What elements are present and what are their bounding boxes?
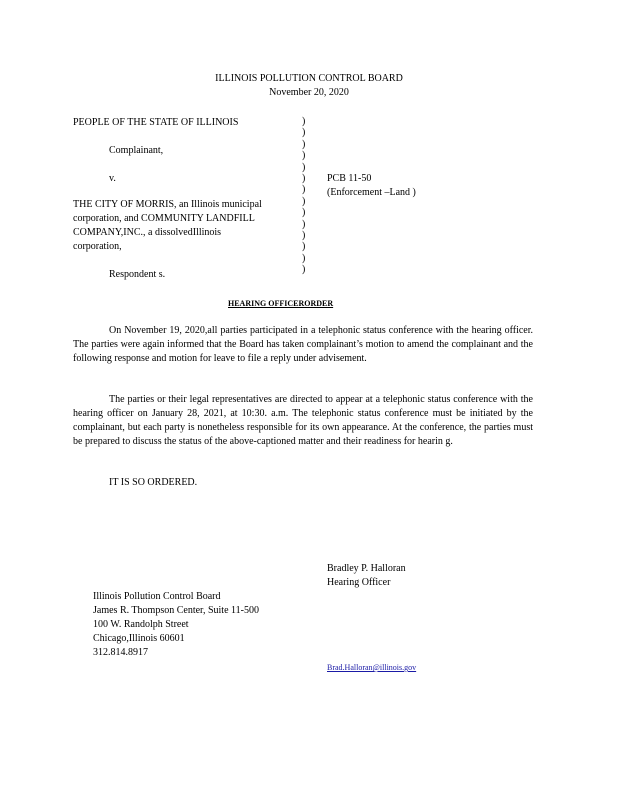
- case-type: (Enforcement –Land ): [327, 187, 416, 198]
- defendant-line: corporation, and COMMUNITY LANDFILL: [73, 213, 255, 224]
- address-line: James R. Thompson Center, Suite 11-500: [93, 605, 259, 616]
- paragraph-directive: [73, 393, 533, 449]
- bracket: ): [302, 264, 306, 276]
- so-ordered: IT IS SO ORDERED.: [109, 477, 198, 488]
- bracket: ): [302, 138, 306, 150]
- bracket: ): [302, 173, 306, 185]
- plaintiff-name: PEOPLE OF THE STATE OF ILLINOIS: [73, 117, 239, 128]
- paragraph-conference: [73, 324, 533, 366]
- case-number: PCB 11-50: [327, 173, 372, 184]
- email-link[interactable]: Brad.Halloran@illinois.gov: [327, 663, 417, 672]
- versus-label: v.: [109, 173, 116, 184]
- bracket: ): [302, 207, 306, 219]
- bracket: ): [302, 252, 306, 264]
- defendant-line: COMPANY,INC., a dissolvedIllinois: [73, 227, 222, 238]
- address-line: Illinois Pollution Control Board: [93, 591, 221, 602]
- bracket: ): [302, 241, 306, 253]
- board-title: ILLINOIS POLLUTION CONTROL BOARD: [215, 73, 403, 84]
- bracket: ): [302, 116, 306, 127]
- bracket: ): [302, 184, 306, 196]
- defendant-line: THE CITY OF MORRIS, an Illinois municipal: [73, 199, 262, 210]
- bracket: ): [302, 127, 306, 139]
- bracket: ): [302, 218, 306, 230]
- order-date: November 20, 2020: [269, 87, 349, 98]
- order-heading: HEARING OFFICERORDER: [228, 299, 334, 308]
- caption-bracket-column: [302, 116, 305, 276]
- paragraph-text: On November 19, 2020,all parties participated in a telephonic status conference with the hearing officer. The parties were again informed that the Board has taken complainant’s motion to amend the complainant and the following response and motion for leave to file a reply under advisement.: [73, 325, 533, 364]
- address-line: Chicago,Illinois 60601: [93, 633, 185, 644]
- address-line: 100 W. Randolph Street: [93, 619, 189, 630]
- signature-title: Hearing Officer: [327, 577, 391, 588]
- address-line: 312.814.8917: [93, 647, 148, 658]
- bracket: ): [302, 161, 306, 173]
- bracket: ): [302, 150, 306, 162]
- defendant-role: Respondent s.: [109, 269, 166, 280]
- bracket: ): [302, 195, 306, 207]
- paragraph-text: The parties or their legal representatives are directed to appear at a telephonic status conference with the hearing officer on January 28, 2021, at 10:30. a.m. The telephonic status conference must be initiated by the complainant, but each party is nonetheless responsible for its own appearance. At the conference, the parties must be prepared to discuss the status of the above-captioned matter and their readiness for hearin g.: [73, 394, 533, 447]
- plaintiff-role: Complainant,: [109, 145, 164, 156]
- bracket: ): [302, 230, 306, 242]
- signature-name: Bradley P. Halloran: [327, 563, 406, 574]
- defendant-line: corporation,: [73, 241, 122, 252]
